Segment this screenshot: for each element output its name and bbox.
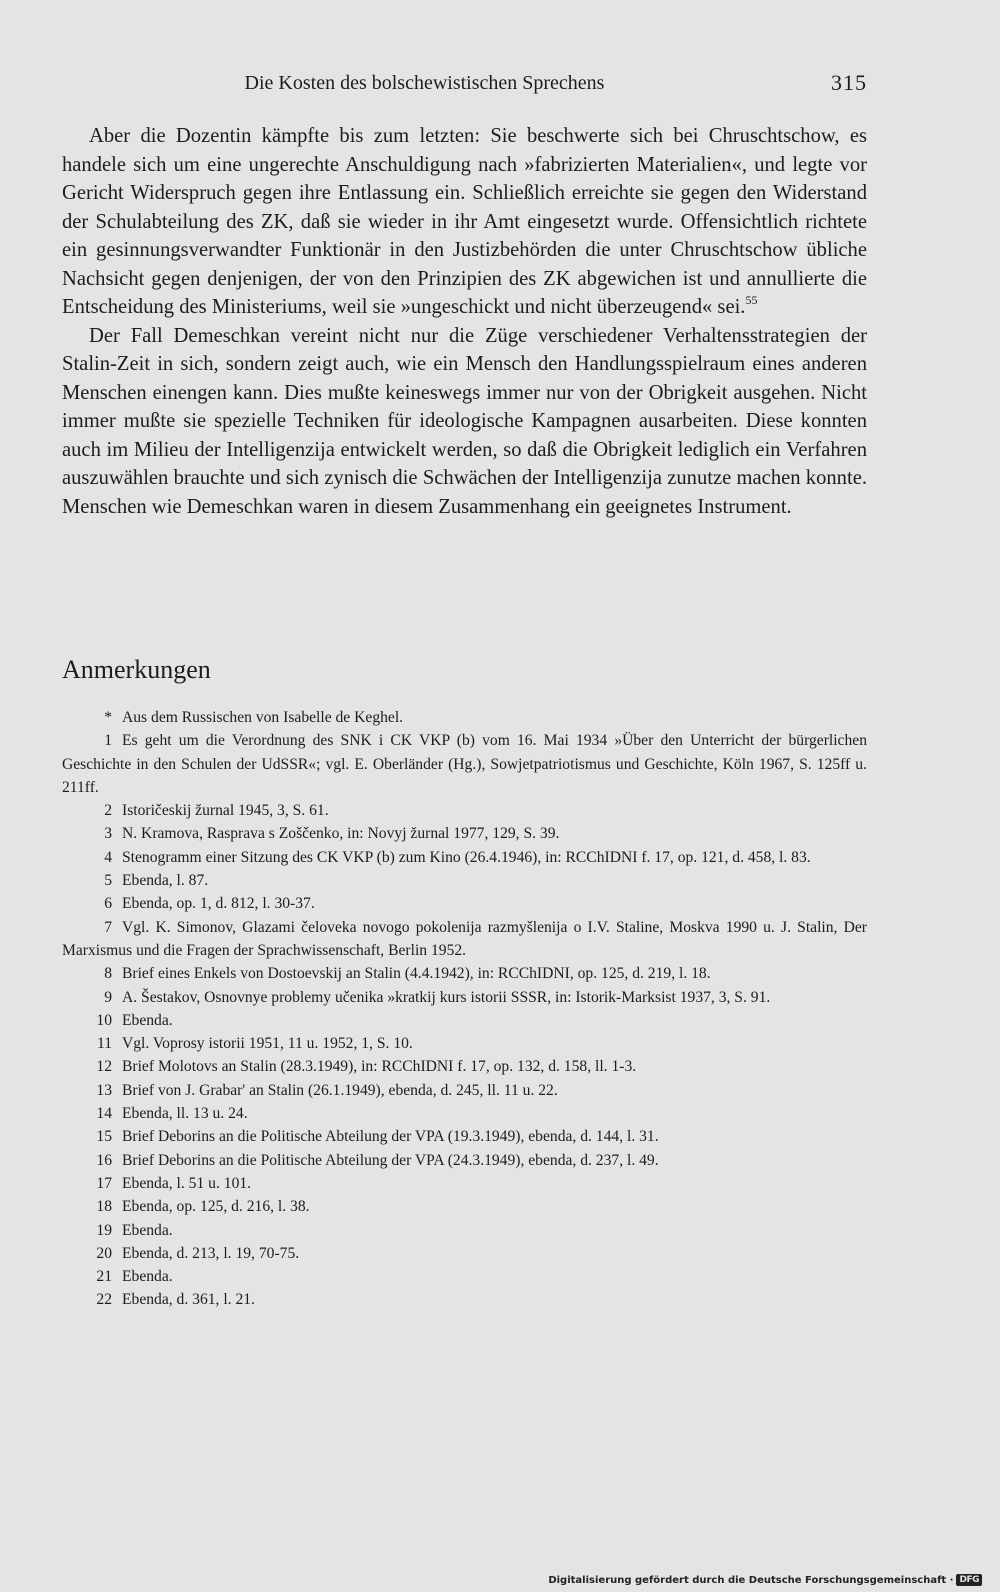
notes-heading: Anmerkungen bbox=[62, 655, 211, 684]
body-text bbox=[62, 122, 867, 521]
note-7 bbox=[62, 916, 867, 963]
note-1 bbox=[62, 729, 867, 799]
dfg-logo: DFG bbox=[956, 1574, 982, 1586]
note-14 bbox=[62, 1102, 867, 1125]
note-star bbox=[62, 706, 867, 729]
note-text: Vgl. K. Simonov, Glazami čeloveka novogo pokolenija razmyšlenija o I.V. Staline, Moskva 1990 u. J. Stalin, Der Marxismus und die Fragen der Sprachwissenschaft, Berlin 1952. bbox=[62, 918, 867, 959]
note-number: 19 bbox=[96, 1221, 112, 1239]
note-text: Stenogramm einer Sitzung des CK VKP (b) zum Kino (26.4.1946), in: RCChIDNI f. 17, op. 121, d. 458, l. 83. bbox=[122, 848, 811, 866]
note-number: 2 bbox=[104, 802, 112, 820]
footnote-reference: 55 bbox=[745, 293, 758, 307]
paragraph-1-text: Aber die Dozentin kämpfte bis zum letzten: Sie beschwerte sich bei Chruschtschow, es handele sich um eine ungerechte Anschuldigung nach »fabrizierten Materialien«, und legte vor Gericht Widerspruch gegen ihre Entlassung ein. Schließlich erreichte sie gegen den Widerstand der Schulabteilung des ZK, daß sie wieder in ihr Amt eingesetzt wurde. Offensichtlich richtete ein gesinnungsverwandter Funktionär in den Justizbehörden die unter Chruschtschow übliche Nachsicht gegen denjenigen, der von den Prinzipien des ZK abgewichen ist und annullierte die Entscheidung des Ministeriums, weil sie »ungeschickt und nicht überzeugend« sei. bbox=[62, 125, 867, 318]
note-4 bbox=[62, 846, 867, 869]
page-number: 315 bbox=[831, 70, 867, 95]
note-10 bbox=[62, 1009, 867, 1032]
note-6 bbox=[62, 892, 867, 915]
note-text: Ebenda, op. 125, d. 216, l. 38. bbox=[122, 1198, 310, 1216]
note-number: 13 bbox=[96, 1081, 112, 1099]
note-2 bbox=[62, 799, 867, 822]
running-title: Die Kosten des bolschewistischen Sprechens bbox=[244, 72, 605, 94]
note-text: Ebenda, d. 213, l. 19, 70-75. bbox=[122, 1244, 300, 1262]
note-number: 17 bbox=[96, 1174, 112, 1192]
note-text: Vgl. Voprosy istorii 1951, 11 u. 1952, 1, S. 10. bbox=[122, 1035, 413, 1053]
footer-text: Digitalisierung gefördert durch die Deutsche Forschungsgemeinschaft · bbox=[548, 1574, 954, 1586]
note-text: Ebenda, l. 87. bbox=[122, 872, 209, 890]
note-text: Ebenda, l. 51 u. 101. bbox=[122, 1174, 252, 1192]
note-13 bbox=[62, 1079, 867, 1102]
note-number: * bbox=[104, 709, 112, 726]
note-17 bbox=[62, 1172, 867, 1195]
note-number: 1 bbox=[104, 732, 112, 750]
note-number: 3 bbox=[104, 825, 112, 843]
note-number: 9 bbox=[104, 988, 112, 1006]
note-number: 20 bbox=[96, 1244, 112, 1262]
running-header bbox=[62, 68, 867, 98]
note-3 bbox=[62, 822, 867, 845]
note-text: Brief Deborins an die Politische Abteilung der VPA (19.3.1949), ebenda, d. 144, l. 31. bbox=[122, 1128, 659, 1146]
note-text: Ebenda. bbox=[122, 1011, 173, 1029]
note-number: 5 bbox=[104, 872, 112, 890]
note-number: 14 bbox=[96, 1105, 112, 1123]
note-18 bbox=[62, 1195, 867, 1218]
note-text: Ebenda. bbox=[122, 1268, 173, 1286]
note-number: 12 bbox=[96, 1058, 112, 1076]
note-text: N. Kramova, Rasprava s Zoščenko, in: Novyj žurnal 1977, 129, S. 39. bbox=[122, 825, 560, 843]
note-number: 11 bbox=[96, 1035, 112, 1053]
note-text: Ebenda, op. 1, d. 812, l. 30-37. bbox=[122, 895, 315, 913]
note-21 bbox=[62, 1265, 867, 1288]
note-text: Ebenda. bbox=[122, 1221, 173, 1239]
note-text: A. Šestakov, Osnovnye problemy učenika »kratkij kurs istorii SSSR, in: Istorik-Marksist 1937, 3, S. 91. bbox=[122, 988, 771, 1006]
body-paragraph-2: Der Fall Demeschkan vereint nicht nur die Züge verschiedener Verhaltensstrategien der Stalin-Zeit in sich, sondern zeigt auch, wie ein Mensch den Handlungsspielraum eines anderen Menschen einengen kann. Dies mußte keineswegs immer nur von der Obrigkeit ausgehen. Nicht immer mußte sie spezielle Techniken für ideologische Kampagnen ausarbeiten. Diese konnten auch im Milieu der Intelligenzija entwickelt werden, so daß die Obrigkeit lediglich ein Verfahren auszuwählen brauchte und sich zynisch die Schwächen der Intelligenzija zunutze machen konnte. Menschen wie Demeschkan waren in diesem Zusammenhang ein geeignetes Instrument. bbox=[62, 324, 867, 518]
digitization-footer bbox=[548, 1574, 982, 1586]
note-text: Es geht um die Verordnung des SNK i CK VKP (b) vom 16. Mai 1934 »Über den Unterricht der bürgerlichen Geschichte in den Schulen der UdSSR«; vgl. E. Oberländer (Hg.), Sowjetpatriotismus und Geschichte, Köln 1967, S. 125ff u. 211ff. bbox=[62, 732, 867, 796]
note-5 bbox=[62, 869, 867, 892]
note-12 bbox=[62, 1055, 867, 1078]
note-text: Brief Molotovs an Stalin (28.3.1949), in: RCChIDNI f. 17, op. 132, d. 158, ll. 1-3. bbox=[122, 1058, 637, 1076]
note-19 bbox=[62, 1219, 867, 1242]
notes-list bbox=[62, 706, 867, 1312]
note-22 bbox=[62, 1288, 867, 1311]
note-8 bbox=[62, 962, 867, 985]
note-number: 15 bbox=[96, 1128, 112, 1146]
note-number: 6 bbox=[104, 895, 112, 913]
note-text: Brief Deborins an die Politische Abteilung der VPA (24.3.1949), ebenda, d. 237, l. 49. bbox=[122, 1151, 659, 1169]
note-number: 10 bbox=[96, 1011, 112, 1029]
note-text: Brief von J. Grabar' an Stalin (26.1.1949), ebenda, d. 245, ll. 11 u. 22. bbox=[122, 1081, 558, 1099]
note-number: 7 bbox=[104, 918, 112, 936]
note-number: 8 bbox=[104, 965, 112, 983]
note-text: Ebenda, ll. 13 u. 24. bbox=[122, 1105, 248, 1123]
note-number: 4 bbox=[104, 848, 112, 866]
note-11 bbox=[62, 1032, 867, 1055]
note-text: Istoričeskij žurnal 1945, 3, S. 61. bbox=[122, 802, 329, 820]
note-15 bbox=[62, 1125, 867, 1148]
body-paragraph-1 bbox=[62, 122, 867, 322]
note-text: Brief eines Enkels von Dostoevskij an Stalin (4.4.1942), in: RCChIDNI, op. 125, d. 219, l. 18. bbox=[122, 965, 711, 983]
note-text: Aus dem Russischen von Isabelle de Keghel. bbox=[122, 709, 404, 726]
note-20 bbox=[62, 1242, 867, 1265]
note-number: 22 bbox=[96, 1291, 112, 1309]
note-number: 21 bbox=[96, 1268, 112, 1286]
note-text: Ebenda, d. 361, l. 21. bbox=[122, 1291, 255, 1309]
note-16 bbox=[62, 1149, 867, 1172]
note-number: 18 bbox=[96, 1198, 112, 1216]
note-number: 16 bbox=[96, 1151, 112, 1169]
note-9 bbox=[62, 986, 867, 1009]
